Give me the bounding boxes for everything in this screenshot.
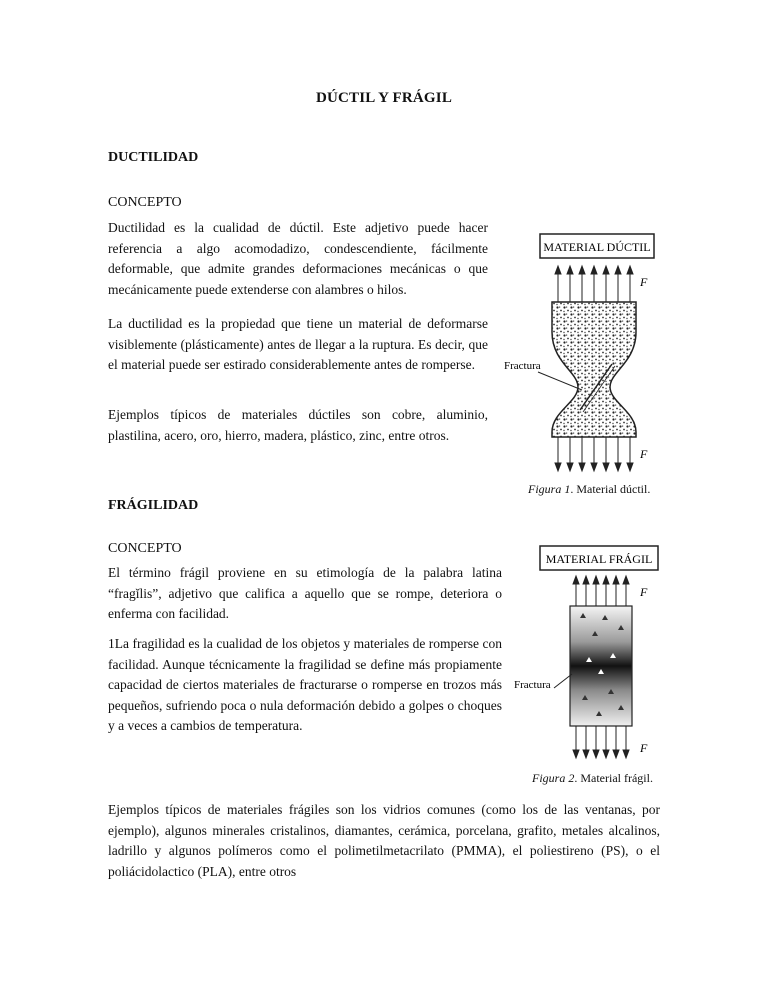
paragraph-fragilidad-etymology: El término frágil proviene en su etimología de la palabra latina “fragĭlis”, adjetivo que califica a aquello que se rompe, deteriora o enferma con facilidad.: [108, 565, 502, 621]
ductile-diagram: [500, 222, 670, 482]
fragile-fracture-label: Fractura: [514, 679, 551, 691]
paragraph-fragilidad-definition: 1La fragilidad es la cualidad de los objetos y materiales de romperse con facilidad. Aunque técnicamente la fragilidad se define más propiamente capacidad de ciertos materiales de fracturarse o romperse en trozos más pequeños, sufriendo poca o nula deformación debido a golpes o choques y a veces a cambios de temperatura.: [108, 636, 502, 733]
ductile-figure-header: MATERIAL DÚCTIL: [543, 240, 651, 254]
figure-1-caption-label: Figura 1: [528, 482, 571, 496]
fragile-force-bottom: F: [640, 741, 648, 755]
concept-label-fragilidad: CONCEPTO: [108, 541, 182, 556]
paragraph-ductilidad-examples: Ejemplos típicos de materiales dúctiles son cobre, aluminio, plastilina, acero, oro, hierro, madera, plástico, zinc, entre otros.: [108, 407, 488, 443]
paragraph-ductilidad-property: La ductilidad es la propiedad que tiene un material de deformarse visiblemente (plásticamente) antes de llegar a la ruptura. Es decir, que el material puede ser estirado considerablemente antes de romperse.: [108, 316, 488, 372]
concept-label-ductilidad: CONCEPTO: [108, 195, 182, 210]
figure-2-caption-label: Figura 2: [532, 771, 575, 785]
page-title: DÚCTIL Y FRÁGIL: [315, 90, 453, 106]
figure-ductile-material: [500, 222, 670, 482]
figure-1-caption-text: . Material dúctil.: [570, 482, 651, 496]
fragile-diagram: [510, 540, 670, 770]
figure-2-caption-text: . Material frágil.: [574, 771, 653, 785]
fragile-figure-header: MATERIAL FRÁGIL: [545, 552, 653, 566]
figure-fragile-material: [510, 540, 670, 770]
figure-2-caption: [532, 771, 653, 786]
paragraph-ductilidad-definition: Ductilidad es la cualidad de dúctil. Este adjetivo puede hacer referencia a algo acomodadizo, condescendiente, fácilmente deformable, que admite grandes deformaciones mecánicas o que mecánicamente puede extenderse con alambres o hilos.: [108, 220, 488, 297]
ductile-force-top: F: [640, 275, 648, 289]
section-heading-fragilidad: FRÁGILIDAD: [108, 498, 199, 513]
fragile-force-top: F: [640, 585, 648, 599]
ductile-fracture-label: Fractura: [504, 360, 541, 372]
section-heading-ductilidad: DUCTILIDAD: [108, 150, 199, 165]
ductile-force-bottom: F: [640, 447, 648, 461]
figure-1-caption: [528, 482, 650, 497]
paragraph-fragilidad-examples: Ejemplos típicos de materiales frágiles son los vidrios comunes (como los de las ventanas, por ejemplo), algunos minerales cristalinos, diamantes, cerámica, porcelana, grafito, metales alcalinos, ladrillo y algunos polímeros como el polimetilmetacrilato (PMMA), el poliestireno (PS), o el poliácidolactico (PLA), entre otros: [108, 802, 660, 879]
